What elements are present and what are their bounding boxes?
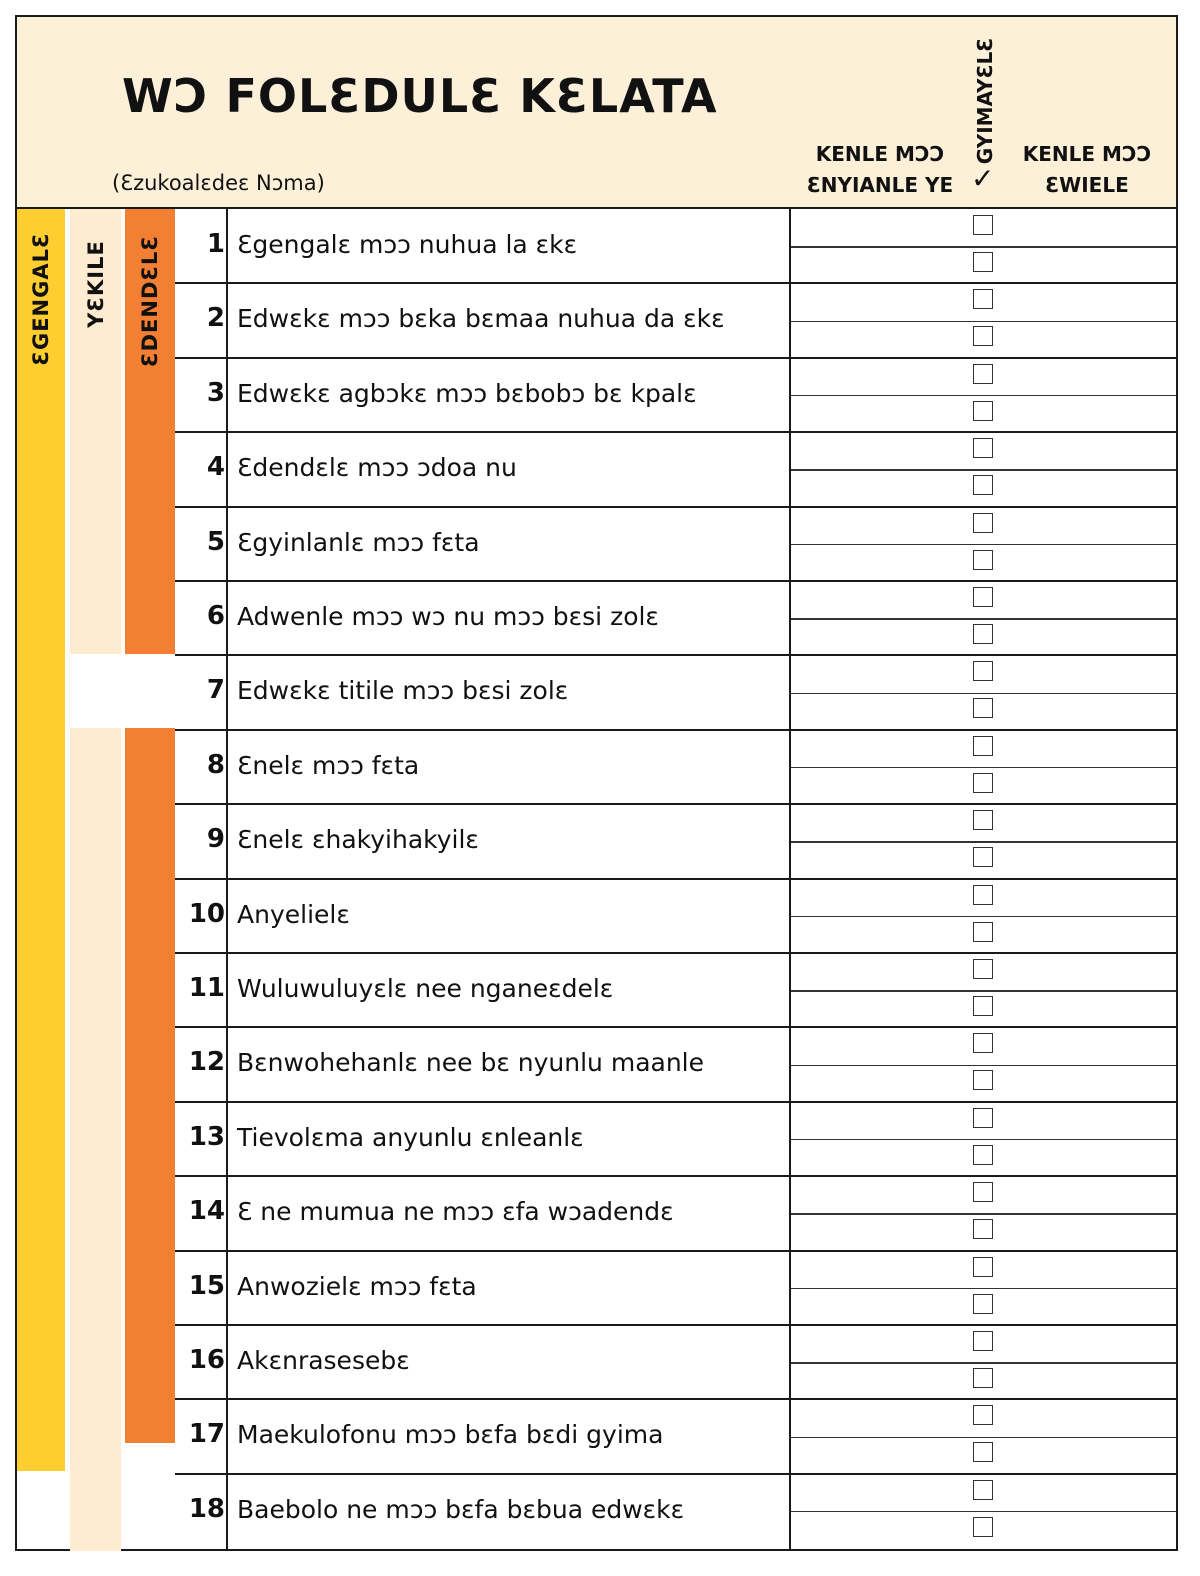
row-half-divider — [790, 1288, 1176, 1290]
list-item — [175, 1474, 1176, 1548]
list-item — [175, 1251, 1176, 1325]
checkbox-second[interactable] — [973, 550, 993, 570]
column-header-check — [965, 39, 1005, 199]
checkbox-first[interactable] — [973, 215, 993, 235]
list-item — [175, 953, 1176, 1027]
item-label: Edwɛkɛ titile mɔɔ bɛsi zolɛ — [237, 676, 569, 706]
band-egengale-label: ƐGENGALƐ — [29, 232, 53, 366]
column-header-made-ready-line2: ƐNYIANLE YE — [806, 173, 954, 197]
column-header-completed-line1: KENLE MƆƆ — [1022, 142, 1152, 166]
item-number: 11 — [188, 973, 225, 1003]
checkbox-second[interactable] — [973, 847, 993, 867]
list-item — [175, 358, 1176, 432]
item-label: Anyelielɛ — [237, 899, 350, 929]
item-number: 8 — [206, 749, 225, 780]
checkmark-icon: ✓ — [971, 162, 995, 195]
column-header-made-ready-line1: KENLE MƆƆ — [815, 142, 945, 166]
page-title: WƆ FOLƐDULƐ KƐLATA — [122, 69, 718, 123]
row-half-divider — [790, 1065, 1176, 1067]
band-edendele-label: ƐDENDƐLƐ — [138, 234, 162, 368]
row-half-divider — [790, 767, 1176, 769]
row-half-divider — [790, 1213, 1176, 1215]
list-item — [175, 804, 1176, 878]
item-label: Edwɛkɛ agbɔkɛ mɔɔ bɛbobɔ bɛ kpalɛ — [237, 378, 697, 408]
checkbox-first[interactable] — [973, 661, 993, 681]
checkbox-second[interactable] — [973, 475, 993, 495]
item-number: 12 — [188, 1047, 225, 1078]
item-number: 6 — [206, 601, 225, 631]
item-number: 10 — [188, 898, 225, 929]
divider-check-area — [789, 209, 791, 1551]
checkbox-first[interactable] — [973, 810, 993, 830]
checkbox-second[interactable] — [973, 1219, 993, 1239]
column-header-check-label: GYIMAYƐLƐ — [973, 37, 997, 165]
item-number: 14 — [188, 1196, 225, 1227]
item-label: Anwozielɛ mɔɔ fɛta — [237, 1271, 477, 1301]
column-header-completed — [1007, 139, 1167, 201]
item-label: Ɛ ne mumua ne mɔɔ ɛfa wɔadendɛ — [237, 1197, 674, 1227]
band-yekile-top — [70, 209, 121, 654]
row-half-divider — [790, 469, 1176, 471]
band-yekile-label: YƐKILE — [83, 240, 108, 328]
list-item — [175, 1176, 1176, 1250]
checkbox-second[interactable] — [973, 252, 993, 272]
item-label: Bɛnwohehanlɛ nee bɛ nyunlu maanle — [237, 1048, 705, 1078]
row-half-divider — [790, 916, 1176, 918]
checkbox-first[interactable] — [973, 438, 993, 458]
list-item — [175, 283, 1176, 357]
item-number: 4 — [206, 452, 225, 483]
checkbox-first[interactable] — [973, 885, 993, 905]
item-number: 9 — [206, 824, 225, 855]
row-half-divider — [790, 693, 1176, 695]
column-header-completed-line2: ƐWIELE — [1045, 173, 1129, 197]
checkbox-second[interactable] — [973, 326, 993, 346]
list-item — [175, 1399, 1176, 1473]
page-subtitle: (Ɛzukoalɛdeɛ Nɔma) — [112, 171, 325, 195]
row-half-divider — [790, 618, 1176, 620]
checkbox-second[interactable] — [973, 1517, 993, 1537]
item-label: Ɛgyinlanlɛ mɔɔ fɛta — [237, 527, 480, 557]
list-item — [175, 432, 1176, 506]
item-label: Ɛnelɛ mɔɔ fɛta — [237, 750, 420, 780]
checkbox-second[interactable] — [973, 773, 993, 793]
checkbox-first[interactable] — [973, 1033, 993, 1053]
item-number: 2 — [206, 303, 225, 334]
checkbox-second[interactable] — [973, 1070, 993, 1090]
list-item — [175, 209, 1176, 283]
item-number: 5 — [206, 526, 225, 557]
list-item — [175, 1102, 1176, 1176]
checkbox-first[interactable] — [973, 959, 993, 979]
column-header-made-ready — [795, 139, 965, 201]
checkbox-second[interactable] — [973, 1294, 993, 1314]
checkbox-second[interactable] — [973, 698, 993, 718]
row-half-divider — [790, 1139, 1176, 1141]
row-half-divider — [790, 841, 1176, 843]
study-form — [15, 15, 1178, 1551]
checkbox-first[interactable] — [973, 1405, 993, 1425]
row-half-divider — [790, 321, 1176, 323]
item-label: Adwenle mɔɔ wɔ nu mɔɔ bɛsi zolɛ — [237, 602, 659, 631]
checkbox-first[interactable] — [973, 289, 993, 309]
checkbox-first[interactable] — [973, 1331, 993, 1351]
item-number: 17 — [188, 1419, 225, 1450]
item-label: Ɛdendɛlɛ mɔɔ ɔdoa nu — [237, 453, 517, 483]
checkbox-second[interactable] — [973, 1145, 993, 1165]
list-item — [175, 655, 1176, 729]
checkbox-first[interactable] — [973, 1182, 993, 1202]
row-half-divider — [790, 395, 1176, 397]
form-header — [17, 17, 1176, 209]
item-number: 7 — [206, 675, 225, 706]
list-item — [175, 1027, 1176, 1101]
list-item — [175, 581, 1176, 655]
item-number: 16 — [188, 1345, 225, 1375]
list-item — [175, 507, 1176, 581]
row-half-divider — [790, 990, 1176, 992]
item-number: 15 — [188, 1270, 225, 1301]
item-label: Ɛgengalɛ mɔɔ nuhua la ɛkɛ — [237, 230, 578, 259]
divider-number-column — [226, 209, 228, 1551]
item-number: 1 — [206, 229, 225, 259]
item-label: Edwɛkɛ mɔɔ bɛka bɛmaa nuhua da ɛkɛ — [237, 304, 725, 334]
band-egengale — [17, 209, 65, 1471]
checkbox-first[interactable] — [973, 1257, 993, 1277]
checkbox-first[interactable] — [973, 736, 993, 756]
checkbox-first[interactable] — [973, 1480, 993, 1500]
item-label: Baebolo ne mɔɔ bɛfa bɛbua edwɛkɛ — [237, 1494, 685, 1524]
checkbox-second[interactable] — [973, 996, 993, 1016]
item-number: 18 — [188, 1493, 225, 1524]
row-half-divider — [790, 544, 1176, 546]
checkbox-second[interactable] — [973, 401, 993, 421]
row-half-divider — [790, 246, 1176, 248]
checkbox-first[interactable] — [973, 513, 993, 533]
list-item — [175, 1325, 1176, 1399]
checkbox-second[interactable] — [973, 1368, 993, 1388]
item-label: Tievolɛma anyunlu ɛnleanlɛ — [237, 1122, 584, 1152]
list-item — [175, 730, 1176, 804]
list-item — [175, 879, 1176, 953]
checkbox-second[interactable] — [973, 922, 993, 942]
item-label: Maekulofonu mɔɔ bɛfa bɛdi gyima — [237, 1420, 664, 1450]
row-half-divider — [790, 1511, 1176, 1513]
item-number: 3 — [206, 377, 225, 408]
band-edendele-top — [125, 209, 175, 654]
row-half-divider — [790, 1437, 1176, 1439]
band-edendele-bottom — [125, 728, 175, 1443]
checkbox-first[interactable] — [973, 1108, 993, 1128]
item-label: Ɛnelɛ ɛhakyihakyilɛ — [237, 825, 479, 855]
checkbox-first[interactable] — [973, 364, 993, 384]
item-label: Akɛnrasesebɛ — [237, 1346, 410, 1375]
item-number: 13 — [188, 1121, 225, 1152]
checkbox-second[interactable] — [973, 1442, 993, 1462]
band-yekile-bottom — [70, 728, 121, 1551]
checkbox-first[interactable] — [973, 587, 993, 607]
row-half-divider — [790, 1362, 1176, 1364]
checkbox-second[interactable] — [973, 624, 993, 644]
item-label: Wuluwuluyɛlɛ nee nganeɛdelɛ — [237, 974, 614, 1003]
